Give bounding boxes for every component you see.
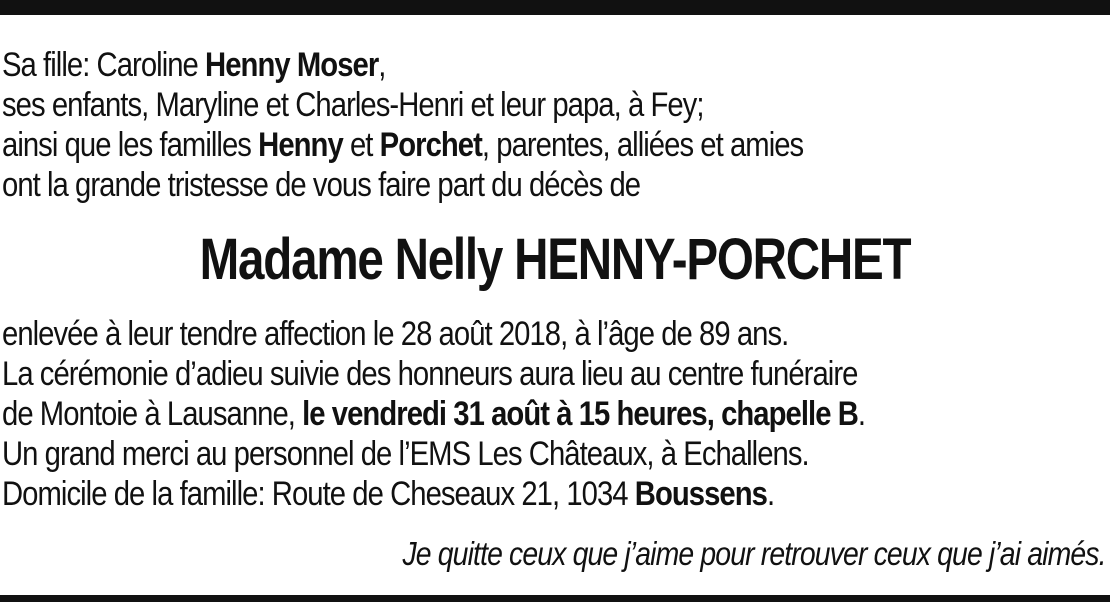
details-line-4: Un grand merci au personnel de l’EMS Les Châteaux, à Echallens. [2, 435, 809, 473]
closing-quote: Je quitte ceux que j’aime pour retrouver ceux que j’ai aimés. [402, 535, 1106, 572]
details-text: . [766, 475, 775, 513]
ceremony-date-time: le vendredi 31 août à 15 heures, chapelle B [302, 395, 858, 433]
intro-line-1 [2, 45, 953, 85]
details-text: . [857, 395, 866, 433]
details-line-5 [2, 474, 953, 514]
details-line-3 [2, 394, 953, 434]
intro-line-3 [2, 125, 953, 165]
intro-text: , [378, 46, 386, 84]
details-line-2: La cérémonie d’adieu suivie des honneurs aura lieu au centre funéraire [2, 355, 858, 393]
details-text: de Montoie à Lausanne, [2, 395, 303, 433]
intro-line-2: ses enfants, Maryline et Charles-Henri et leur papa, à Fey; [2, 86, 704, 124]
intro-bold-family: Henny [258, 126, 343, 164]
top-border-rule [0, 0, 1110, 15]
intro-line-4: ont la grande tristesse de vous faire part du décès de [2, 166, 641, 204]
town-name: Boussens [634, 475, 767, 513]
intro-text: ainsi que les familles [2, 126, 259, 164]
bottom-border-rule [0, 595, 1110, 602]
deceased-name-heading: Madame Nelly HENNY-PORCHET [199, 227, 911, 292]
intro-bold-family: Porchet [379, 126, 482, 164]
intro-text: et [342, 126, 380, 164]
announcement-intro [2, 45, 1108, 205]
intro-text: , parentes, alliées et amies [481, 126, 804, 164]
announcement-details [2, 314, 1108, 514]
details-line-1: enlevée à leur tendre affection le 28 août 2018, à l’âge de 89 ans. [2, 315, 789, 353]
details-text: Domicile de la famille: Route de Cheseaux 21, 1034 [2, 475, 635, 513]
intro-bold-name: Henny Moser [205, 46, 379, 84]
intro-text: Sa fille: Caroline [2, 46, 206, 84]
